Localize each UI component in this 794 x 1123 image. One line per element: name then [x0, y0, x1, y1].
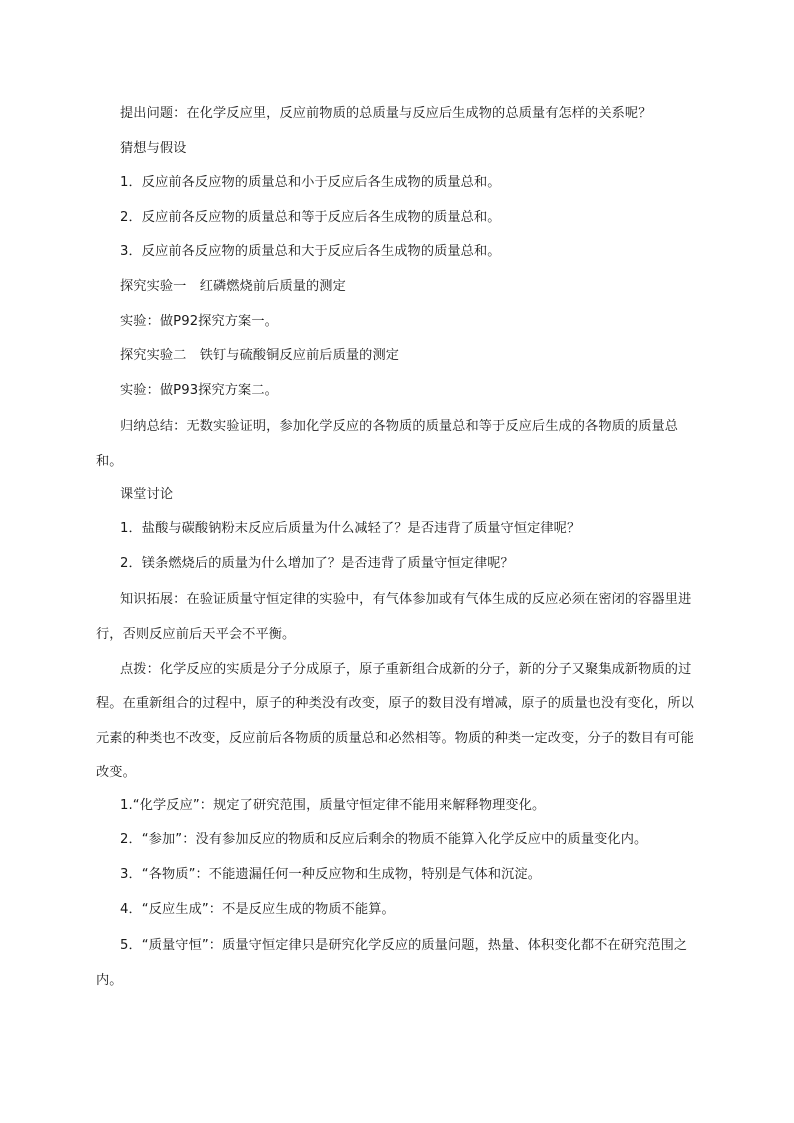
discussion-item-2: 2．镁条燃烧后的质量为什么增加了？是否违背了质量守恒定律呢？ — [120, 555, 514, 571]
experiment-2-heading: 探究实验二 铁钉与硫酸铜反应前后质量的测定 — [120, 348, 400, 364]
summary-paragraph: 归纳总结：无数实验证明，参加化学反应的各物质的质量总和等于反应后生成的各物质的质量总和。 — [96, 419, 679, 469]
document-body — [96, 99, 700, 998]
experiment-2-text: 实验：做P93探究方案二。 — [120, 382, 278, 398]
hypothesis-item-3: 3．反应前各反应物的质量总和大于反应后各生成物的质量总和。 — [120, 244, 501, 260]
key-term-1: 1.“化学反应”：规定了研究范围，质量守恒定律不能用来解释物理变化。 — [120, 797, 546, 813]
question-paragraph: 提出问题：在化学反应里，反应前物质的总质量与反应后生成物的总质量有怎样的关系呢？ — [120, 106, 652, 121]
hypothesis-item-2: 2．反应前各反应物的质量总和等于反应后各生成物的质量总和。 — [120, 209, 501, 225]
discussion-heading: 课堂讨论 — [120, 486, 174, 502]
key-point-paragraph: 点拨：化学反应的实质是分子分成原子，原子重新组合成新的分子，新的分子又聚集成新物质的过程。在重新组合的过程中，原子的种类没有改变，原子的数目没有增减，原子的质量也没有变化，所以元素的种类也不改变，反应前后各物质的质量总和必然相等。物质的种类一定改变，分子的数目有可能改变。 — [96, 661, 694, 781]
key-term-2: 2．“参加”：没有参加反应的物质和反应后剩余的物质不能算入化学反应中的质量变化内。 — [120, 832, 648, 848]
discussion-item-1: 1．盐酸与碳酸钠粉末反应后质量为什么减轻了？是否违背了质量守恒定律呢？ — [120, 521, 581, 537]
hypothesis-heading: 猜想与假设 — [120, 140, 187, 156]
experiment-1-text: 实验：做P92探究方案一。 — [120, 313, 278, 329]
hypothesis-item-1: 1．反应前各反应物的质量总和小于反应后各生成物的质量总和。 — [120, 175, 501, 191]
key-term-5: 5．“质量守恒”：质量守恒定律只是研究化学反应的质量问题，热量、体积变化都不在研究范围之内。 — [96, 938, 688, 988]
knowledge-extension-paragraph: 知识拓展：在验证质量守恒定律的实验中，有气体参加或有气体生成的反应必须在密闭的容器里进行，否则反应前后天平会不平衡。 — [96, 592, 692, 642]
key-term-4: 4．“反应生成”：不是反应生成的物质不能算。 — [120, 901, 395, 917]
key-term-3: 3．“各物质”：不能遗漏任何一种反应物和生成物，特别是气体和沉淀。 — [120, 867, 541, 883]
experiment-1-heading: 探究实验一 红磷燃烧前后质量的测定 — [120, 278, 346, 294]
